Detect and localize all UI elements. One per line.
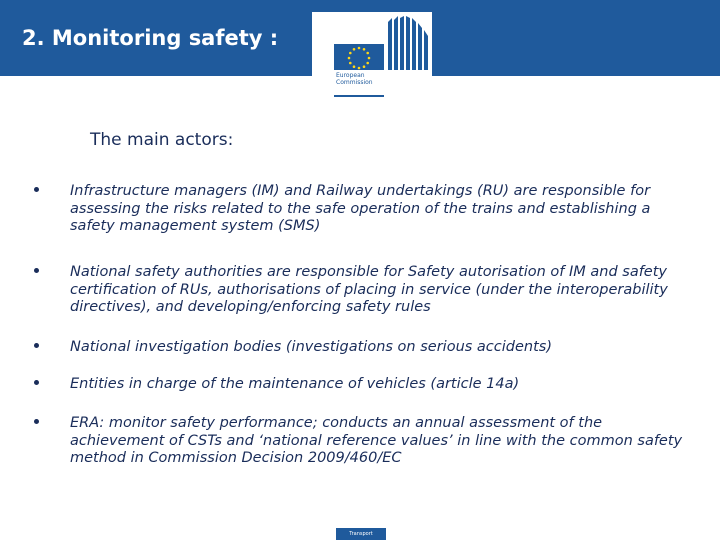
list-item-text: National investigation bodies (investigations on serious accidents) (70, 339, 552, 355)
footer-dg-label: Transport (336, 528, 386, 540)
logo-line-1: European (336, 72, 365, 79)
list-item-text: ERA: monitor safety performance; conducts an annual assessment of the achievement of CSTs and ‘national reference values’ in line with the common safety method in Commission Decision 2009/460/EC (70, 415, 683, 466)
european-commission-logo (312, 12, 432, 100)
logo-underline (334, 95, 384, 97)
logo-wordmark (336, 72, 396, 86)
list-item-text: Infrastructure managers (IM) and Railway undertakings (RU) are responsible for assessing the risks related to the safe operation of the trains and establishing a safety management system (SMS) (70, 183, 651, 234)
logo-line-2: Commission (336, 79, 373, 86)
bullet-icon (34, 380, 39, 385)
bullet-icon (34, 187, 39, 192)
bullet-icon (34, 343, 39, 348)
list-item-text: Entities in charge of the maintenance of vehicles (article 14a) (70, 376, 520, 392)
bullet-icon (34, 268, 39, 273)
slide-title: 2. Monitoring safety : (22, 26, 279, 50)
commission-building-icon (312, 12, 432, 72)
list-item-text: National safety authorities are responsible for Safety autorisation of IM and safety certification of RUs, authorisations of placing in service (under the interoperability directives), and developing/enforcing safety rules (70, 264, 668, 315)
bullet-icon (34, 419, 39, 424)
section-heading: The main actors: (90, 130, 234, 150)
